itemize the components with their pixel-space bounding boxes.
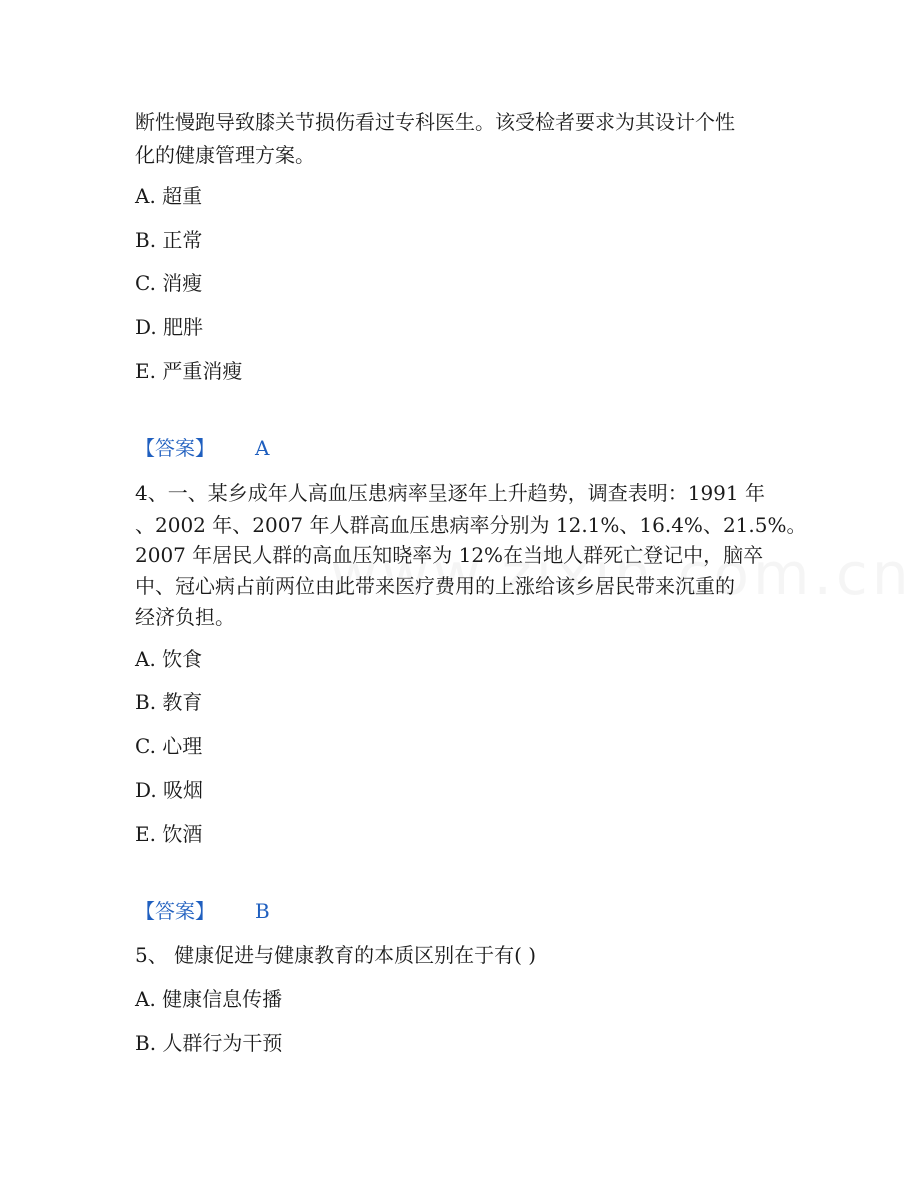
q3-option-c: C. 消瘦 xyxy=(135,271,203,295)
q4-option-a: A. 饮食 xyxy=(135,647,203,671)
q4-option-d: D. 吸烟 xyxy=(135,778,204,802)
q4-answer xyxy=(135,899,270,923)
q4-stem-line-2: 、2002 年、2007 年人群高血压患病率分别为 12.1%、16.4%、21.5%。 xyxy=(135,513,807,537)
q3-stem-line-1: 断性慢跑导致膝关节损伤看过专科医生。该受检者要求为其设计个性 xyxy=(135,110,735,134)
q3-option-e: E. 严重消瘦 xyxy=(135,359,243,383)
q4-stem-line-1: 4、一、某乡成年人高血压患病率呈逐年上升趋势，调查表明：1991 年 xyxy=(135,481,765,505)
q5-option-b: B. 人群行为干预 xyxy=(135,1031,283,1055)
answer-label: 【答案】 xyxy=(135,899,215,923)
q3-option-d: D. 肥胖 xyxy=(135,315,204,339)
q3-option-b: B. 正常 xyxy=(135,228,203,252)
q3-stem-line-2: 化的健康管理方案。 xyxy=(135,143,315,167)
q4-option-c: C. 心理 xyxy=(135,734,203,758)
q5-option-a: A. 健康信息传播 xyxy=(135,987,283,1011)
q4-stem-line-3: 2007 年居民人群的高血压知晓率为 12%在当地人群死亡登记中，脑卒 xyxy=(135,543,764,567)
q4-stem-line-4: 中、冠心病占前两位由此带来医疗费用的上涨给该乡居民带来沉重的 xyxy=(135,574,735,598)
answer-value: A xyxy=(255,436,270,460)
q4-option-e: E. 饮酒 xyxy=(135,822,203,846)
q5-stem-line-1: 5、 健康促进与健康教育的本质区别在于有( ) xyxy=(135,943,537,967)
q3-option-a: A. 超重 xyxy=(135,184,203,208)
q4-option-b: B. 教育 xyxy=(135,690,203,714)
q3-answer xyxy=(135,436,269,460)
q4-stem-line-5: 经济负担。 xyxy=(135,605,235,629)
answer-label: 【答案】 xyxy=(135,436,215,460)
answer-value: B xyxy=(255,899,270,923)
